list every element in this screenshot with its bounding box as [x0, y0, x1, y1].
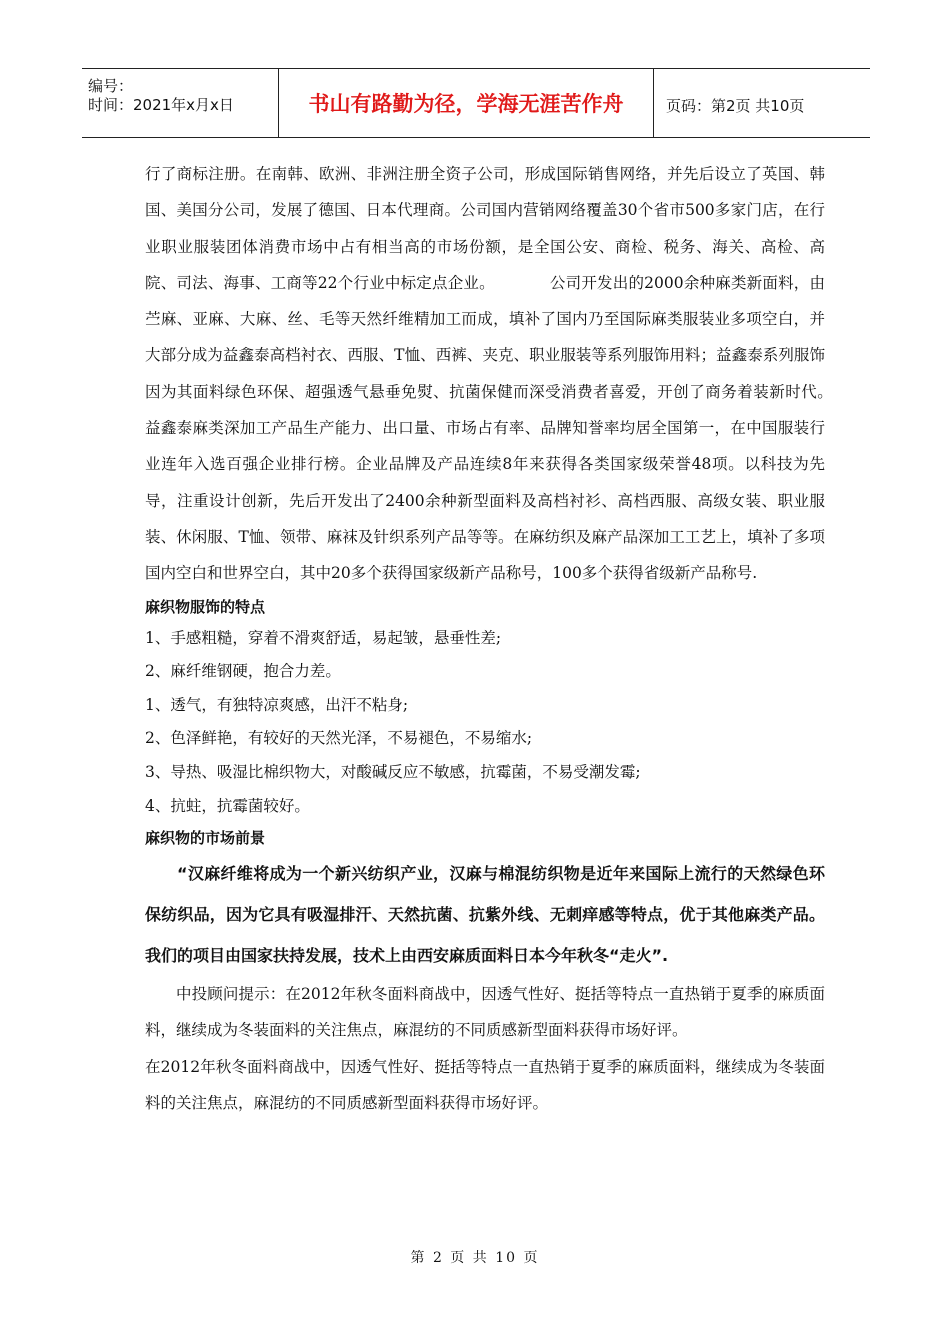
- header-motto: 书山有路勤为径，学海无涯苦作舟: [279, 69, 654, 137]
- document-number: 编号：: [88, 77, 134, 95]
- paragraph-advisor-tip: 中投顾问提示：在2012年秋冬面料商战中，因透气性好、挺括等特点一直热销于夏季的麻质面料，继续成为冬装面料的关注焦点，麻混纺的不同质感新型面料获得市场好评。: [145, 985, 825, 1040]
- list-item: 2、色泽鲜艳，有较好的天然光泽，不易褪色，不易缩水;: [145, 729, 533, 748]
- document-body: [145, 156, 857, 1121]
- document-date: 时间：2021年x月x日: [88, 96, 234, 114]
- quote-paragraph: “汉麻纤维将成为一个新兴纺织产业，汉麻与棉混纺织物是近年来国际上流行的天然绿色环保纺织品，因为它具有吸湿排汗、天然抗菌、抗紫外线、无刺痒感等特点，优于其他麻类产品。我们的项目由国家扶持发展，技术上由西安麻质面料日本今年秋冬“走火”.: [145, 864, 825, 966]
- features-list: [145, 622, 825, 824]
- header-page-number: 页码：第2页 共10页: [666, 97, 805, 115]
- section-title-market: 麻织物的市场前景: [145, 829, 266, 848]
- page-header: [82, 68, 870, 138]
- list-item: 1、透气，有独特凉爽感，出汗不粘身;: [145, 695, 409, 714]
- header-meta: [82, 69, 279, 137]
- section-title-features: 麻织物服饰的特点: [145, 597, 266, 616]
- list-item: 4、抗蛀，抗霉菌较好。: [145, 796, 310, 815]
- paragraph-market-summary: 在2012年秋冬面料商战中，因透气性好、挺括等特点一直热销于夏季的麻质面料，继续成为冬装面料的关注焦点，麻混纺的不同质感新型面料获得市场好评。: [145, 1057, 825, 1113]
- list-item: 2、麻纤维钢硬，抱合力差。: [145, 662, 341, 681]
- list-item: 1、手感粗糙，穿着不滑爽舒适，易起皱，悬垂性差;: [145, 628, 502, 647]
- page-footer: 第 2 页 共 10 页: [410, 1250, 540, 1266]
- list-item: 3、导热、吸湿比棉织物大，对酸碱反应不敏感，抗霉菌，不易受潮发霉;: [145, 762, 641, 781]
- paragraph-company-intro: 行了商标注册。在南韩、欧洲、非洲注册全资子公司，形成国际销售网络，并先后设立了英国、韩国、美国分公司，发展了德国、日本代理商。公司国内营销网络覆盖30个省市500多家门店，在行业职业服装团体消费市场中占有相当高的市场份额，是全国公安、商检、税务、海关、高检、高院、司法、海事、工商等22个行业中标定点企业。 公司开发出的2000余种麻类新面料，由苎麻、亚麻、大麻、丝、毛等天然纤维精加工而成，填补了国内乃至国际麻类服装业多项空白，并大部分成为益鑫泰高档衬衣、西服、T恤、西裤、夹克、职业服装等系列服饰用料；益鑫泰系列服饰因为其面料绿色环保、超强透气悬垂免熨、抗菌保健而深受消费者喜爱，开创了商务着装新时代。 益鑫泰麻类深加工产品生产能力、出口量、市场占有率、品牌知誉率均居全国第一，在中国服装行业连年入选百强企业排行榜。企业品牌及产品连续8年来获得各类国家级荣誉48项。以科技为先导，注重设计创新，先后开发出了2400余种新型面料及高档衬衫、高档西服、高级女装、职业服装、休闲服、T恤、领带、麻袜及针织系列产品等等。在麻纺织及麻产品深加工工艺上，填补了多项国内空白和世界空白，其中20多个获得国家级新产品称号，100多个获得省级新产品称号.: [145, 165, 857, 583]
